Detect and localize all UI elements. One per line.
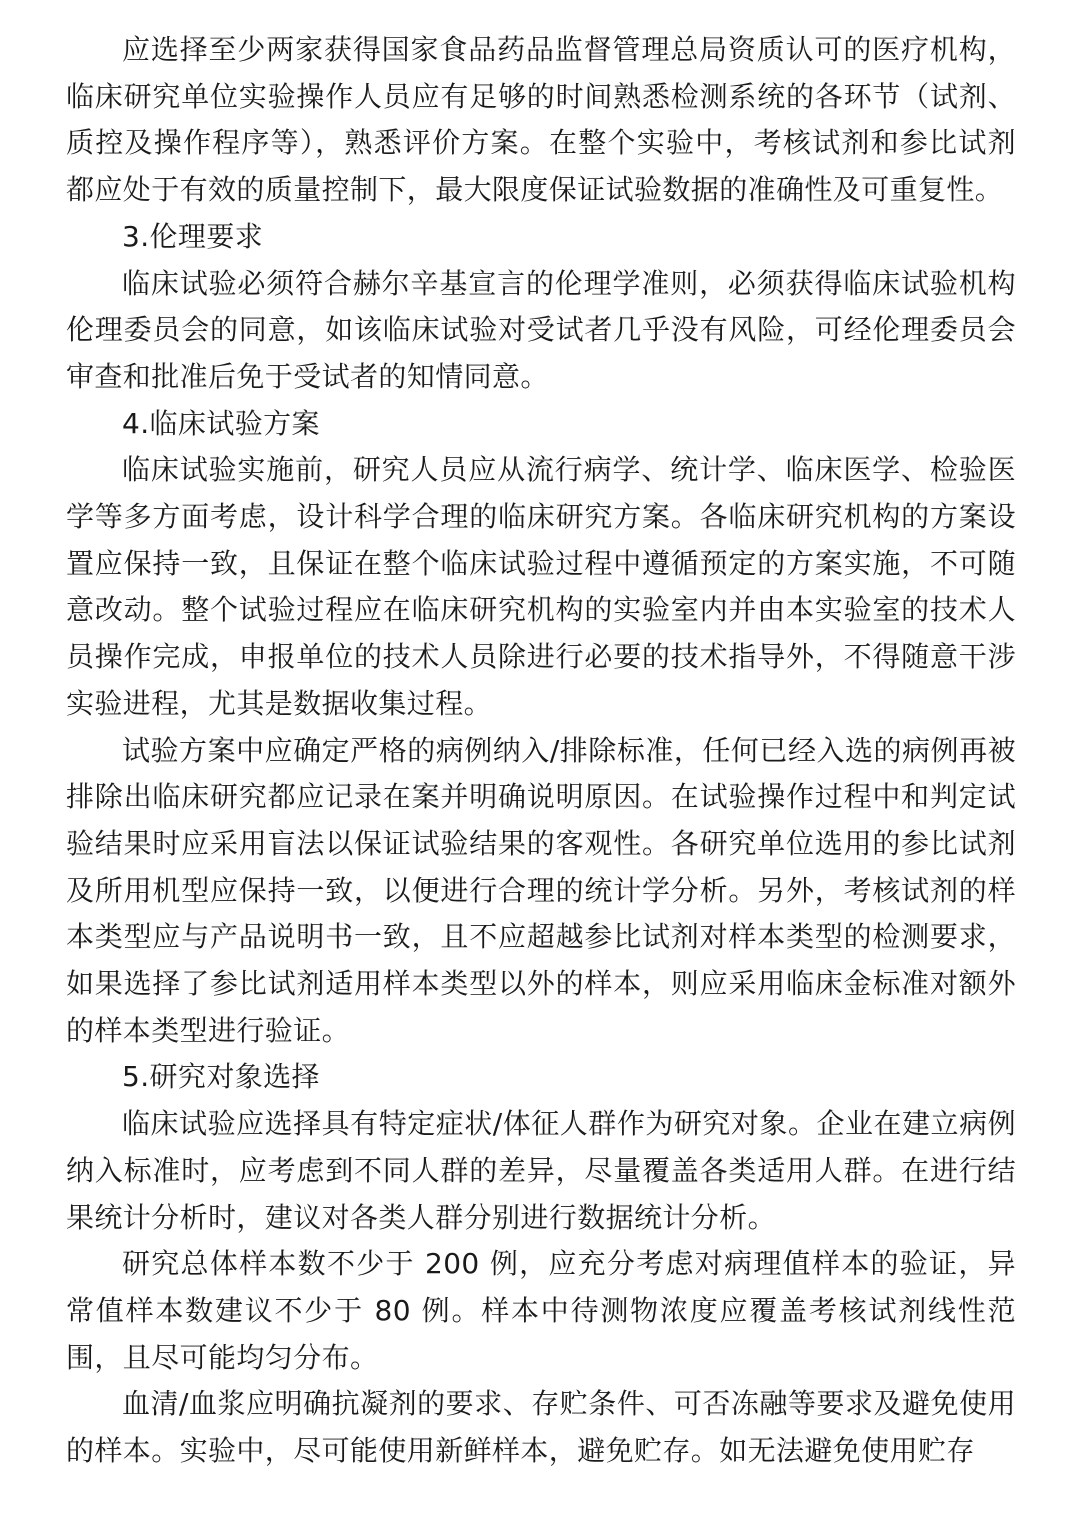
- section-heading-ethics: 3.伦理要求: [122, 219, 264, 253]
- paragraph-sample-storage: 血清/血浆应明确抗凝剂的要求、存贮条件、可否冻融等要求及避免使用的样本。实验中，尽可能使用新鲜样本，避免贮存。如无法避免使用贮存: [66, 1387, 1016, 1468]
- paragraph-ethics: 临床试验必须符合赫尔辛基宣言的伦理学准则，必须获得临床试验机构伦理委员会的同意，如该临床试验对受试者几乎没有风险，可经伦理委员会审查和批准后免于受试者的知情同意。: [66, 266, 1016, 393]
- paragraph-sample-size: 研究总体样本数不少于 200 例，应充分考虑对病理值样本的验证，异常值样本数建议不少于 80 例。样本中待测物浓度应覆盖考核试剂线性范围，且尽可能均匀分布。: [66, 1247, 1016, 1374]
- section-heading-trial-protocol: 4.临床试验方案: [122, 406, 320, 440]
- paragraph-inclusion-criteria: 试验方案中应确定严格的病例纳入/排除标准，任何已经入选的病例再被排除出临床研究都应记录在案并明确说明原因。在试验操作过程中和判定试验结果时应采用盲法以保证试验结果的客观性。各研究单位选用的参比试剂及所用机型应保持一致，以便进行合理的统计学分析。另外，考核试剂的样本类型应与产品说明书一致，且不应超越参比试剂对样本类型的检测要求，如果选择了参比试剂适用样本类型以外的样本，则应采用临床金标准对额外的样本类型进行验证。: [66, 733, 1016, 1047]
- document-body: [66, 27, 1016, 1475]
- paragraph-institution-selection: 应选择至少两家获得国家食品药品监督管理总局资质认可的医疗机构，临床研究单位实验操作人员应有足够的时间熟悉检测系统的各环节（试剂、质控及操作程序等），熟悉评价方案。在整个实验中，考核试剂和参比试剂都应处于有效的质量控制下，最大限度保证试验数据的准确性及可重复性。: [66, 33, 1016, 207]
- section-heading-subject-selection: 5.研究对象选择: [122, 1060, 320, 1094]
- paragraph-subject-population: 临床试验应选择具有特定症状/体征人群作为研究对象。企业在建立病例纳入标准时，应考虑到不同人群的差异，尽量覆盖各类适用人群。在进行结果统计分析时，建议对各类人群分别进行数据统计分析。: [66, 1107, 1016, 1234]
- paragraph-protocol-design: 临床试验实施前，研究人员应从流行病学、统计学、临床医学、检验医学等多方面考虑，设计科学合理的临床研究方案。各临床研究机构的方案设置应保持一致，且保证在整个临床试验过程中遵循预定的方案实施，不可随意改动。整个试验过程应在临床研究机构的实验室内并由本实验室的技术人员操作完成，申报单位的技术人员除进行必要的技术指导外，不得随意干涉实验进程，尤其是数据收集过程。: [66, 453, 1016, 720]
